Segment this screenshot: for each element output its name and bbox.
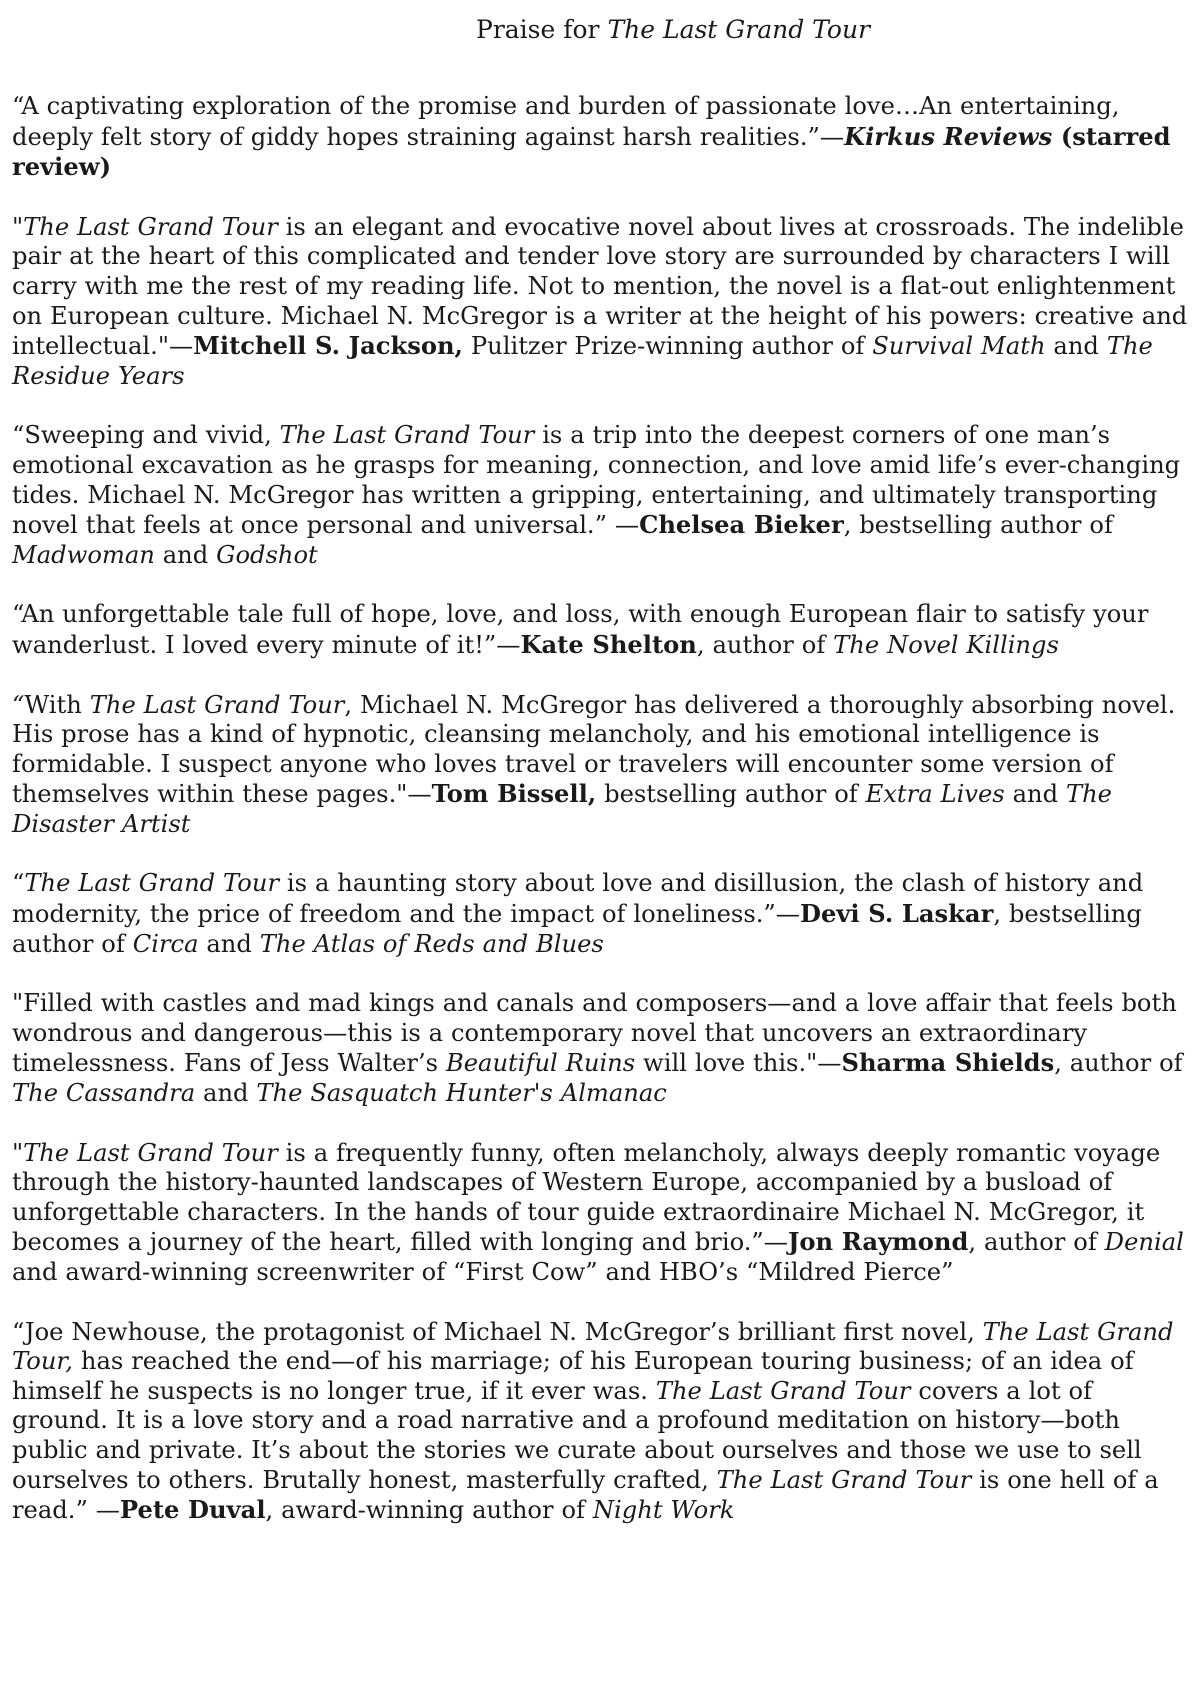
quote-author: (starred review) <box>12 121 1171 182</box>
quote-text: is a trip into the deepest corners of one man’s emotional excavation as he grasps for meaning, connection, and love amid life’s ever-changing tides. Michael N. McGregor has written a gripping, entertaining, and ultimately transporting novel that feels at once personal and universal.” — <box>12 421 1181 540</box>
quote-text: “A captivating exploration of the promise and burden of passionate love…An entertaining, deeply felt story of giddy hopes straining against harsh realities.”— <box>12 92 1120 151</box>
praise-quote <box>12 869 1196 959</box>
quote-author: Jon Raymond <box>787 1227 969 1257</box>
quote-text: , author of <box>696 630 834 659</box>
quote-title: The Last Grand Tour <box>24 869 280 898</box>
quote-author: Chelsea Bieker <box>639 510 844 540</box>
quote-text: and <box>1004 780 1066 809</box>
quote-author: Mitchell S. Jackson, <box>193 331 463 361</box>
quote-title: The Disaster Artist <box>12 780 1112 838</box>
quote-title: Circa <box>132 929 199 958</box>
quote-title: Denial <box>1104 1228 1184 1257</box>
quote-text: bestselling author of <box>596 780 866 809</box>
quote-text: is a haunting story about love and disillusion, the clash of history and modernity, the price of freedom and the impact of loneliness.”— <box>12 869 1144 929</box>
quote-title: Godshot <box>216 540 318 569</box>
quote-author: Kate Shelton <box>520 629 697 659</box>
quote-text: "Filled with castles and mad kings and canals and composers—and a love affair that feels both wondrous and dangerous—this is a contemporary novel that uncovers an extraordinary timelessness. Fans of Jess Walter’s <box>12 989 1177 1078</box>
quote-title: The Last Grand Tour <box>716 1465 972 1494</box>
praise-quote <box>12 691 1196 840</box>
quote-text: , award-winning author of <box>265 1496 593 1525</box>
quote-author: Devi S. Laskar <box>800 899 994 929</box>
quote-list <box>12 92 1196 1526</box>
quote-text: and <box>198 929 260 958</box>
quote-text: and <box>195 1079 257 1108</box>
quote-title: The Last Grand Tour <box>655 1376 911 1405</box>
praise-page <box>12 14 1196 1526</box>
quote-title: The Last Grand Tour, <box>12 1317 1174 1376</box>
praise-quote <box>12 92 1196 183</box>
quote-text: “Sweeping and vivid, <box>12 421 280 450</box>
quote-text: “ <box>12 869 25 898</box>
quote-title: Night Work <box>592 1496 735 1525</box>
quote-title: The Sasquatch Hunter's Almanac <box>256 1079 667 1108</box>
quote-author: Sharma Shields <box>841 1048 1055 1078</box>
praise-quote <box>12 1139 1196 1288</box>
quote-text: , author of <box>968 1228 1105 1257</box>
quote-title: Extra Lives <box>865 780 1005 809</box>
quote-title: Beautiful Ruins <box>445 1049 636 1078</box>
quote-title: "The Last Grand Tour <box>12 212 278 241</box>
praise-quote <box>12 421 1196 570</box>
quote-text: “An unforgettable tale full of hope, love, and loss, with enough European flair to satisfy your wanderlust. I loved every minute of it!”— <box>12 600 1149 659</box>
title-book: The Last Grand Tour <box>607 15 871 44</box>
quote-title: The Cassandra <box>12 1079 196 1108</box>
quote-text: “Joe Newhouse, the protagonist of Michael N. McGregor’s brilliant first novel, <box>12 1317 983 1346</box>
quote-source-name: Kirkus Reviews <box>844 121 1053 151</box>
praise-quote <box>12 213 1196 392</box>
quote-source <box>844 122 1052 151</box>
quote-text: With <box>24 690 90 719</box>
quote-text: has reached the end—of his marriage; of his European touring business; of an idea of himself he suspects is no longer true, if it ever was. <box>12 1347 1134 1405</box>
quote-title: The Residue Years <box>12 332 1153 390</box>
quote-text: , bestselling author of <box>12 900 1142 958</box>
praise-quote <box>12 600 1196 660</box>
quote-text: and award-winning screenwriter of “First Cow” and HBO’s “Mildred Pierce” <box>12 1258 954 1286</box>
quote-text: , Michael N. McGregor has delivered a thoroughly absorbing novel. His prose has a kind of hypnotic, cleansing melancholy, and his emotional intelligence is formidable. I suspect anyone who loves travel or travelers will encounter some version of themselves within these pages."— <box>12 690 1176 809</box>
page-title <box>12 14 1196 46</box>
quote-text: is a frequently funny, often melancholy, always deeply romantic voyage through the history-haunted landscapes of Western Europe, accompanied by a busload of unforgettable characters. In the hands of tour guide extraordinaire Michael N. McGregor, it becomes a journey of the heart, filled with longing and brio.”— <box>12 1138 1161 1257</box>
quote-text: covers a lot of ground. It is a love story and a road narrative and a profound meditation on history—both public and private. It’s about the stories we curate about ourselves and those we use to sell ourselves to others. Brutally honest, masterfully crafted, <box>12 1376 1142 1494</box>
quote-title: The Novel Killings <box>833 630 1059 659</box>
quote-title: The Last Grand Tour <box>89 690 345 719</box>
quote-author: Tom Bissell, <box>431 779 597 809</box>
quote-title: Survival Math <box>872 332 1046 361</box>
quote-text: will love this."— <box>635 1049 842 1078</box>
quote-text: is one hell of a read.” — <box>12 1465 1159 1525</box>
quote-text: Pulitzer Prize-winning author of <box>462 332 873 361</box>
quote-text: , author of <box>1054 1049 1183 1078</box>
title-prefix: Praise for <box>476 15 608 44</box>
praise-quote <box>12 989 1196 1108</box>
praise-quote <box>12 1318 1196 1526</box>
quote-title: The Last Grand Tour <box>279 421 535 450</box>
quote-text: and <box>1045 332 1107 361</box>
quote-title: Madwoman <box>12 540 155 569</box>
quote-title: "The Last Grand Tour <box>12 1138 278 1167</box>
quote-title: “ <box>12 690 25 719</box>
quote-text: , bestselling author of <box>843 511 1113 540</box>
quote-title: The Atlas of Reds and Blues <box>259 929 604 958</box>
quote-text: is an elegant and evocative novel about lives at crossroads. The indelible pair at the heart of this complicated and tender love story are surrounded by characters I will carry with me the rest of my reading life. Not to mention, the novel is a flat-out enlightenment on European culture. Michael N. McGregor is a writer at the height of his powers: creative and intellectual."— <box>12 212 1188 361</box>
quote-text: and <box>154 540 217 569</box>
quote-author: Pete Duval <box>119 1495 266 1525</box>
